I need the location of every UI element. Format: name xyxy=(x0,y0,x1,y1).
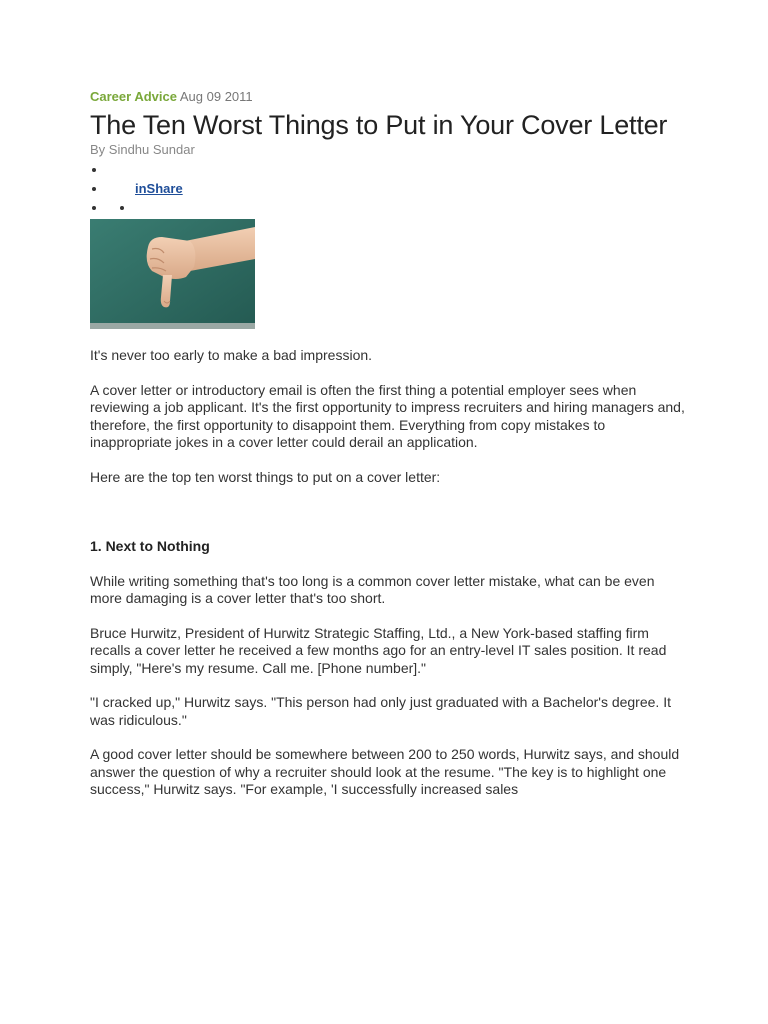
inshare-link[interactable]: inShare xyxy=(135,181,183,196)
paragraph-1: A cover letter or introductory email is often the first thing a potential employer sees when reviewing a job applicant. It's the first opportunity to impress recruiters and hiring managers and, therefore, the first opportunity to disappoint them. Everything from copy mistakes to inappropriate jokes in a cover letter could derail an application. xyxy=(90,381,685,450)
publish-date: Aug 09 2011 xyxy=(179,89,253,104)
paragraph-2: Here are the top ten worst things to put on a cover letter: xyxy=(90,468,441,485)
share-item-empty xyxy=(107,160,690,179)
thumbs-down-icon xyxy=(90,219,255,329)
category-link[interactable]: Career Advice xyxy=(90,89,177,104)
share-item-group xyxy=(107,198,690,217)
article-meta xyxy=(90,88,690,106)
share-list xyxy=(90,160,690,217)
section1-paragraph-3: "I cracked up," Hurwitz says. "This person had only just graduated with a Bachelor's degree. It was ridiculous." xyxy=(90,694,671,728)
section1-paragraph-4: A good cover letter should be somewhere between 200 to 250 words, Hurwitz says, and should answer the question of why a recruiter should look at the resume. "The key is to highlight one success," Hurwitz says. "For example, 'I successfully increased sales xyxy=(90,746,680,797)
share-item-inshare xyxy=(107,179,690,198)
article-body xyxy=(90,347,690,799)
byline: By Sindhu Sundar xyxy=(90,142,195,157)
section1-paragraph-1: While writing something that's too long is a common cover letter mistake, what can be even more damaging is a cover letter that's too short. xyxy=(90,572,655,606)
intro-paragraph: It's never too early to make a bad impression. xyxy=(90,347,373,363)
article-page xyxy=(90,88,690,816)
thumbs-down-photo xyxy=(90,219,255,329)
section1-paragraph-2: Bruce Hurwitz, President of Hurwitz Strategic Staffing, Ltd., a New York-based staffing firm recalls a cover letter he received a few months ago for an entry-level IT sales position. It read simply, "Here's my resume. Call me. [Phone number]." xyxy=(90,624,667,676)
share-subitem-empty xyxy=(135,199,690,216)
article-title: The Ten Worst Things to Put in Your Cover Letter xyxy=(90,110,668,140)
section-heading-1: 1. Next to Nothing xyxy=(90,538,210,554)
